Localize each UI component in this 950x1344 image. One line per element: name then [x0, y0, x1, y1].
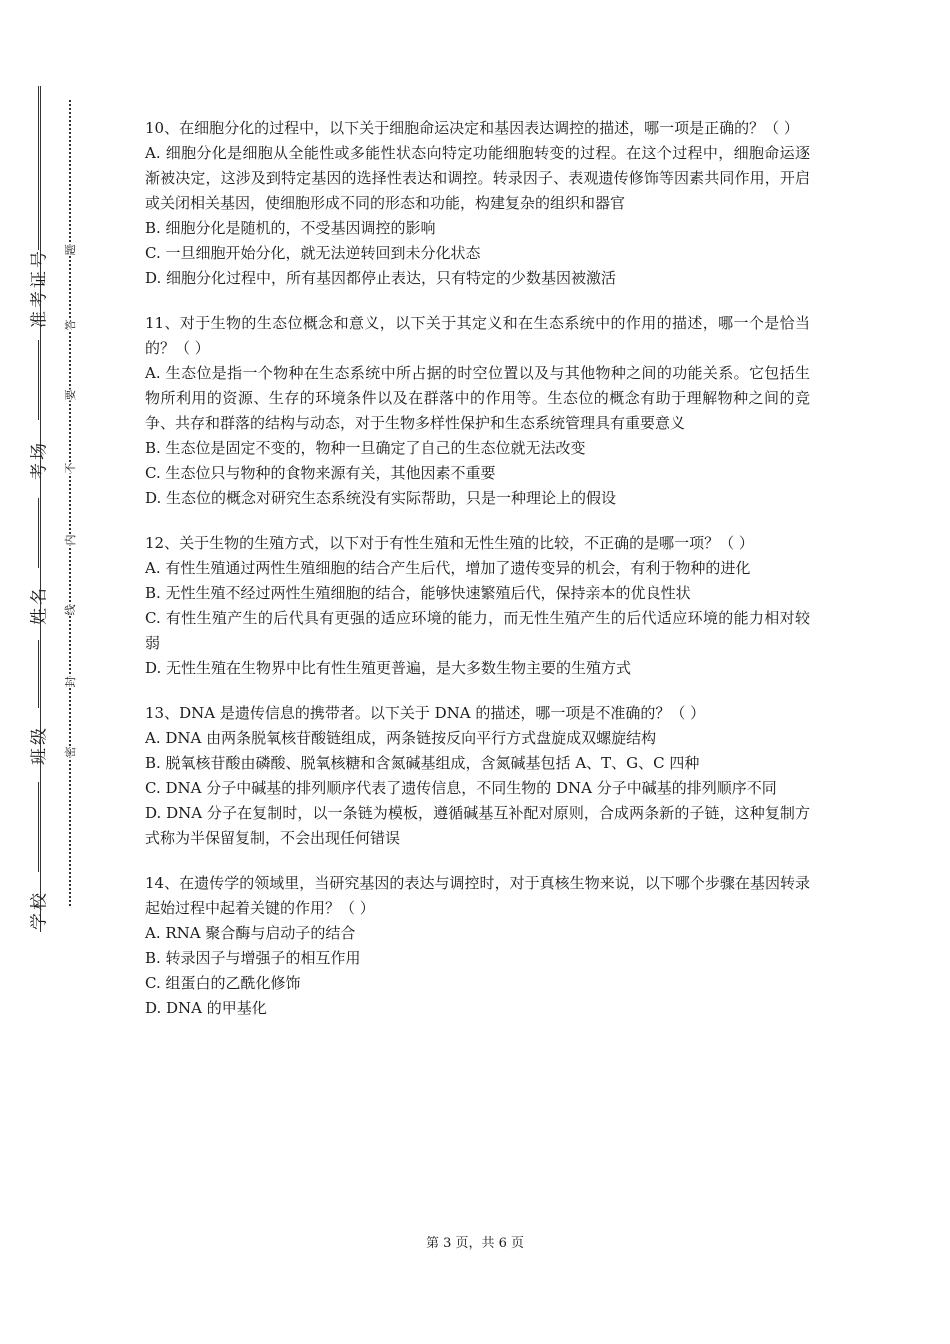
option-c: C. DNA 分子中碱基的排列顺序代表了遗传信息，不同生物的 DNA 分子中碱基的排列顺序不同	[145, 779, 777, 797]
field-label-name: 姓名	[29, 585, 50, 625]
binding-margin	[0, 0, 120, 1344]
option-c: C. 组蛋白的乙酰化修饰	[145, 974, 301, 992]
question-stem: 13、DNA 是遗传信息的携带者。以下关于 DNA 的描述，哪一项是不准确的？（ ）	[145, 704, 706, 722]
option-c: C. 一旦细胞开始分化，就无法逆转回到未分化状态	[145, 244, 481, 262]
field-blank-class	[38, 640, 39, 708]
option-b: B. 脱氧核苷酸由磷酸、脱氧核糖和含氮碱基组成，含氮碱基包括 A、T、G、C 四种	[145, 754, 700, 772]
field-blank-exam-room	[38, 340, 39, 420]
seal-char-mi: 密	[60, 742, 80, 762]
seal-char-nei: 内	[60, 530, 80, 550]
option-a: A. 生态位是指一个物种在生态系统中所占据的时空位置以及与其他物种之间的功能关系。它包括生物所利用的资源、生存的环境条件以及在群落中的作用等。生态位的概念有助于理解物种之间的竞争、共存和群落的结构与动态，对于生物多样性保护和生态系统管理具有重要意义	[145, 364, 810, 432]
field-label-exam-room: 考场	[29, 440, 50, 480]
question-stem: 14、在遗传学的领域里，当研究基因的表达与调控时，对于真核生物来说，以下哪个步骤在基因转录起始过程中起着关键的作用？（ ）	[145, 874, 810, 917]
option-b: B. 无性生殖不经过两性生殖细胞的结合，能够快速繁殖后代，保持亲本的优良性状	[145, 584, 691, 602]
page-footer: 第 3 页，共 6 页	[425, 1236, 525, 1251]
field-label-school: 学校	[29, 890, 50, 930]
option-d: D. DNA 的甲基化	[145, 999, 267, 1017]
option-a: A. 细胞分化是细胞从全能性或多能性状态向特定功能细胞转变的过程。在这个过程中，细胞命运逐渐被决定，这涉及到特定基因的选择性表达和调控。转录因子、表观遗传修饰等因素共同作用，开启或关闭相关基因，使细胞形成不同的形态和功能，构建复杂的组织和器官	[145, 144, 810, 212]
option-d: D. 细胞分化过程中，所有基因都停止表达，只有特定的少数基因被激活	[145, 269, 617, 287]
option-b: B. 细胞分化是随机的，不受基因调控的影响	[145, 219, 436, 237]
seal-char-da: 答	[60, 315, 80, 335]
option-c: C. 生态位只与物种的食物来源有关，其他因素不重要	[145, 464, 496, 482]
field-blank-name	[38, 498, 39, 568]
option-a: A. RNA 聚合酶与启动子的结合	[145, 924, 356, 942]
binding-solid-line	[40, 86, 41, 932]
field-label-class: 班级	[29, 725, 50, 765]
option-a: A. DNA 由两条脱氧核苷酸链组成，两条链按反向平行方式盘旋成双螺旋结构	[145, 729, 657, 747]
option-b: B. 转录因子与增强子的相互作用	[145, 949, 361, 967]
option-d: D. 生态位的概念对研究生态系统没有实际帮助，只是一种理论上的假设	[145, 489, 617, 507]
question-13	[145, 701, 810, 851]
seal-dotted-line	[69, 100, 71, 906]
question-10	[145, 116, 810, 291]
question-stem: 10、在细胞分化的过程中，以下关于细胞命运决定和基因表达调控的描述，哪一项是正确的？（ ）	[145, 119, 799, 137]
question-14	[145, 871, 810, 1021]
seal-char-xian: 线	[60, 600, 80, 620]
field-blank-school	[38, 782, 39, 872]
option-a: A. 有性生殖通过两性生殖细胞的结合产生后代，增加了遗传变异的机会，有利于物种的进化	[145, 559, 751, 577]
field-label-exam-number: 准考证号	[29, 248, 50, 328]
question-11	[145, 311, 810, 511]
field-blank-exam-number	[38, 86, 39, 250]
question-12	[145, 531, 810, 681]
option-c: C. 有性生殖产生的后代具有更强的适应环境的能力，而无性生殖产生的后代适应环境的能力相对较弱	[145, 609, 810, 652]
question-stem: 12、关于生物的生殖方式，以下对于有性生殖和无性生殖的比较，不正确的是哪一项？（ ）	[145, 534, 754, 552]
seal-char-feng: 封	[60, 672, 80, 692]
option-b: B. 生态位是固定不变的，物种一旦确定了自己的生态位就无法改变	[145, 439, 586, 457]
question-stem: 11、对于生物的生态位概念和意义，以下关于其定义和在生态系统中的作用的描述，哪一个是恰当的？（ ）	[145, 314, 810, 357]
seal-char-ti: 题	[60, 240, 80, 260]
question-list	[145, 116, 810, 1041]
seal-char-bu: 不	[60, 458, 80, 478]
option-d: D. 无性生殖在生物界中比有性生殖更普遍，是大多数生物主要的生殖方式	[145, 659, 632, 677]
option-d: D. DNA 分子在复制时，以一条链为模板，遵循碱基互补配对原则，合成两条新的子链，这种复制方式称为半保留复制，不会出现任何错误	[145, 804, 810, 847]
seal-char-yao: 要	[60, 385, 80, 405]
